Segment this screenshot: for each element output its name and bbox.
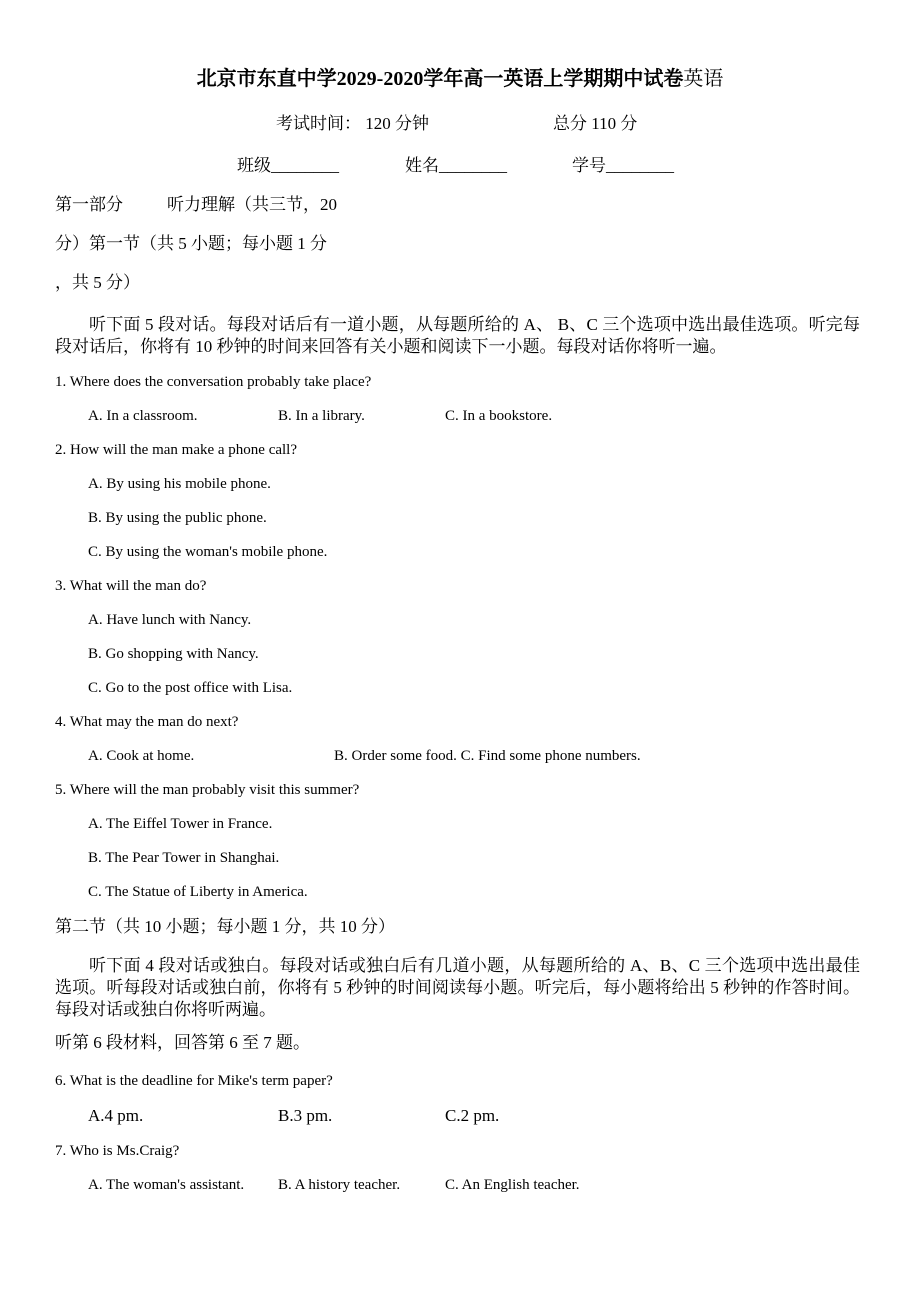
option-7a: A. The woman's assistant. bbox=[88, 1177, 245, 1193]
title-main: 北京市东直中学2029-2020学年高一英语上学期期中试卷 bbox=[196, 68, 684, 90]
option-1a: A. In a classroom. bbox=[88, 408, 198, 424]
part1-title: 听力理解（共三节，20 bbox=[167, 195, 337, 214]
question-7: 7. Who is Ms.Craig? bbox=[55, 1143, 180, 1159]
question-6: 6. What is the deadline for Mike's term paper? bbox=[55, 1073, 333, 1089]
section1-instructions: 听下面 5 段对话。每段对话后有一道小题，从每题所给的 A、 B、C 三个选项中选出最佳选项。听完每段对话后，你将有 10 秒钟的时间来回答有关小题和阅读下一小题。每段对话你将听一遍。 bbox=[55, 315, 860, 356]
page-title bbox=[0, 69, 920, 89]
question-2: 2. How will the man make a phone call? bbox=[55, 442, 298, 458]
option-7b: B. A history teacher. bbox=[278, 1177, 401, 1193]
student-number-field: 学号________ bbox=[572, 156, 674, 175]
section2-instructions: 听下面 4 段对话或独白。每段对话或独白后有几道小题，从每题所给的 A、B、C 三个选项中选出最佳选项。听每段对话或独白前，你将有 5 秒钟的时间阅读每小题。听完后，每小题将给出 5 秒钟的作答时间。每段对话或独白你将听两遍。 bbox=[55, 956, 860, 1019]
name-field: 姓名________ bbox=[405, 156, 507, 175]
title-suffix: 英语 bbox=[683, 68, 724, 90]
material-6-heading: 听第 6 段材料，回答第 6 至 7 题。 bbox=[55, 1033, 310, 1052]
option-3c: C. Go to the post office with Lisa. bbox=[88, 680, 293, 696]
option-6c: C.2 pm. bbox=[445, 1106, 500, 1125]
question-1: 1. Where does the conversation probably take place? bbox=[55, 374, 372, 390]
option-2c: C. By using the woman's mobile phone. bbox=[88, 544, 328, 560]
option-2b: B. By using the public phone. bbox=[88, 510, 267, 526]
exam-total-score: 总分 110 分 bbox=[553, 114, 638, 133]
option-4a: A. Cook at home. bbox=[88, 748, 195, 764]
class-field: 班级________ bbox=[237, 156, 339, 175]
option-1b: B. In a library. bbox=[278, 408, 365, 424]
option-5b: B. The Pear Tower in Shanghai. bbox=[88, 850, 280, 866]
option-5c: C. The Statue of Liberty in America. bbox=[88, 884, 308, 900]
option-7c: C. An English teacher. bbox=[445, 1177, 580, 1193]
part1-section1-cont: ，共 5 分） bbox=[55, 273, 140, 292]
question-4: 4. What may the man do next? bbox=[55, 714, 239, 730]
part1-section1: 分）第一节（共 5 小题；每小题 1 分 bbox=[55, 234, 327, 253]
option-3a: A. Have lunch with Nancy. bbox=[88, 612, 252, 628]
question-5: 5. Where will the man probably visit this summer? bbox=[55, 782, 360, 798]
option-4bc: B. Order some food. C. Find some phone numbers. bbox=[334, 748, 641, 764]
option-1c: C. In a bookstore. bbox=[445, 408, 553, 424]
option-5a: A. The Eiffel Tower in France. bbox=[88, 816, 273, 832]
option-2a: A. By using his mobile phone. bbox=[88, 476, 271, 492]
question-3: 3. What will the man do? bbox=[55, 578, 207, 594]
option-3b: B. Go shopping with Nancy. bbox=[88, 646, 259, 662]
option-6b: B.3 pm. bbox=[278, 1106, 333, 1125]
exam-time: 考试时间： 120 分钟 bbox=[276, 114, 429, 133]
section2-heading: 第二节（共 10 小题；每小题 1 分，共 10 分） bbox=[55, 917, 395, 936]
part1-label: 第一部分 bbox=[55, 195, 123, 214]
option-6a: A.4 pm. bbox=[88, 1106, 144, 1125]
